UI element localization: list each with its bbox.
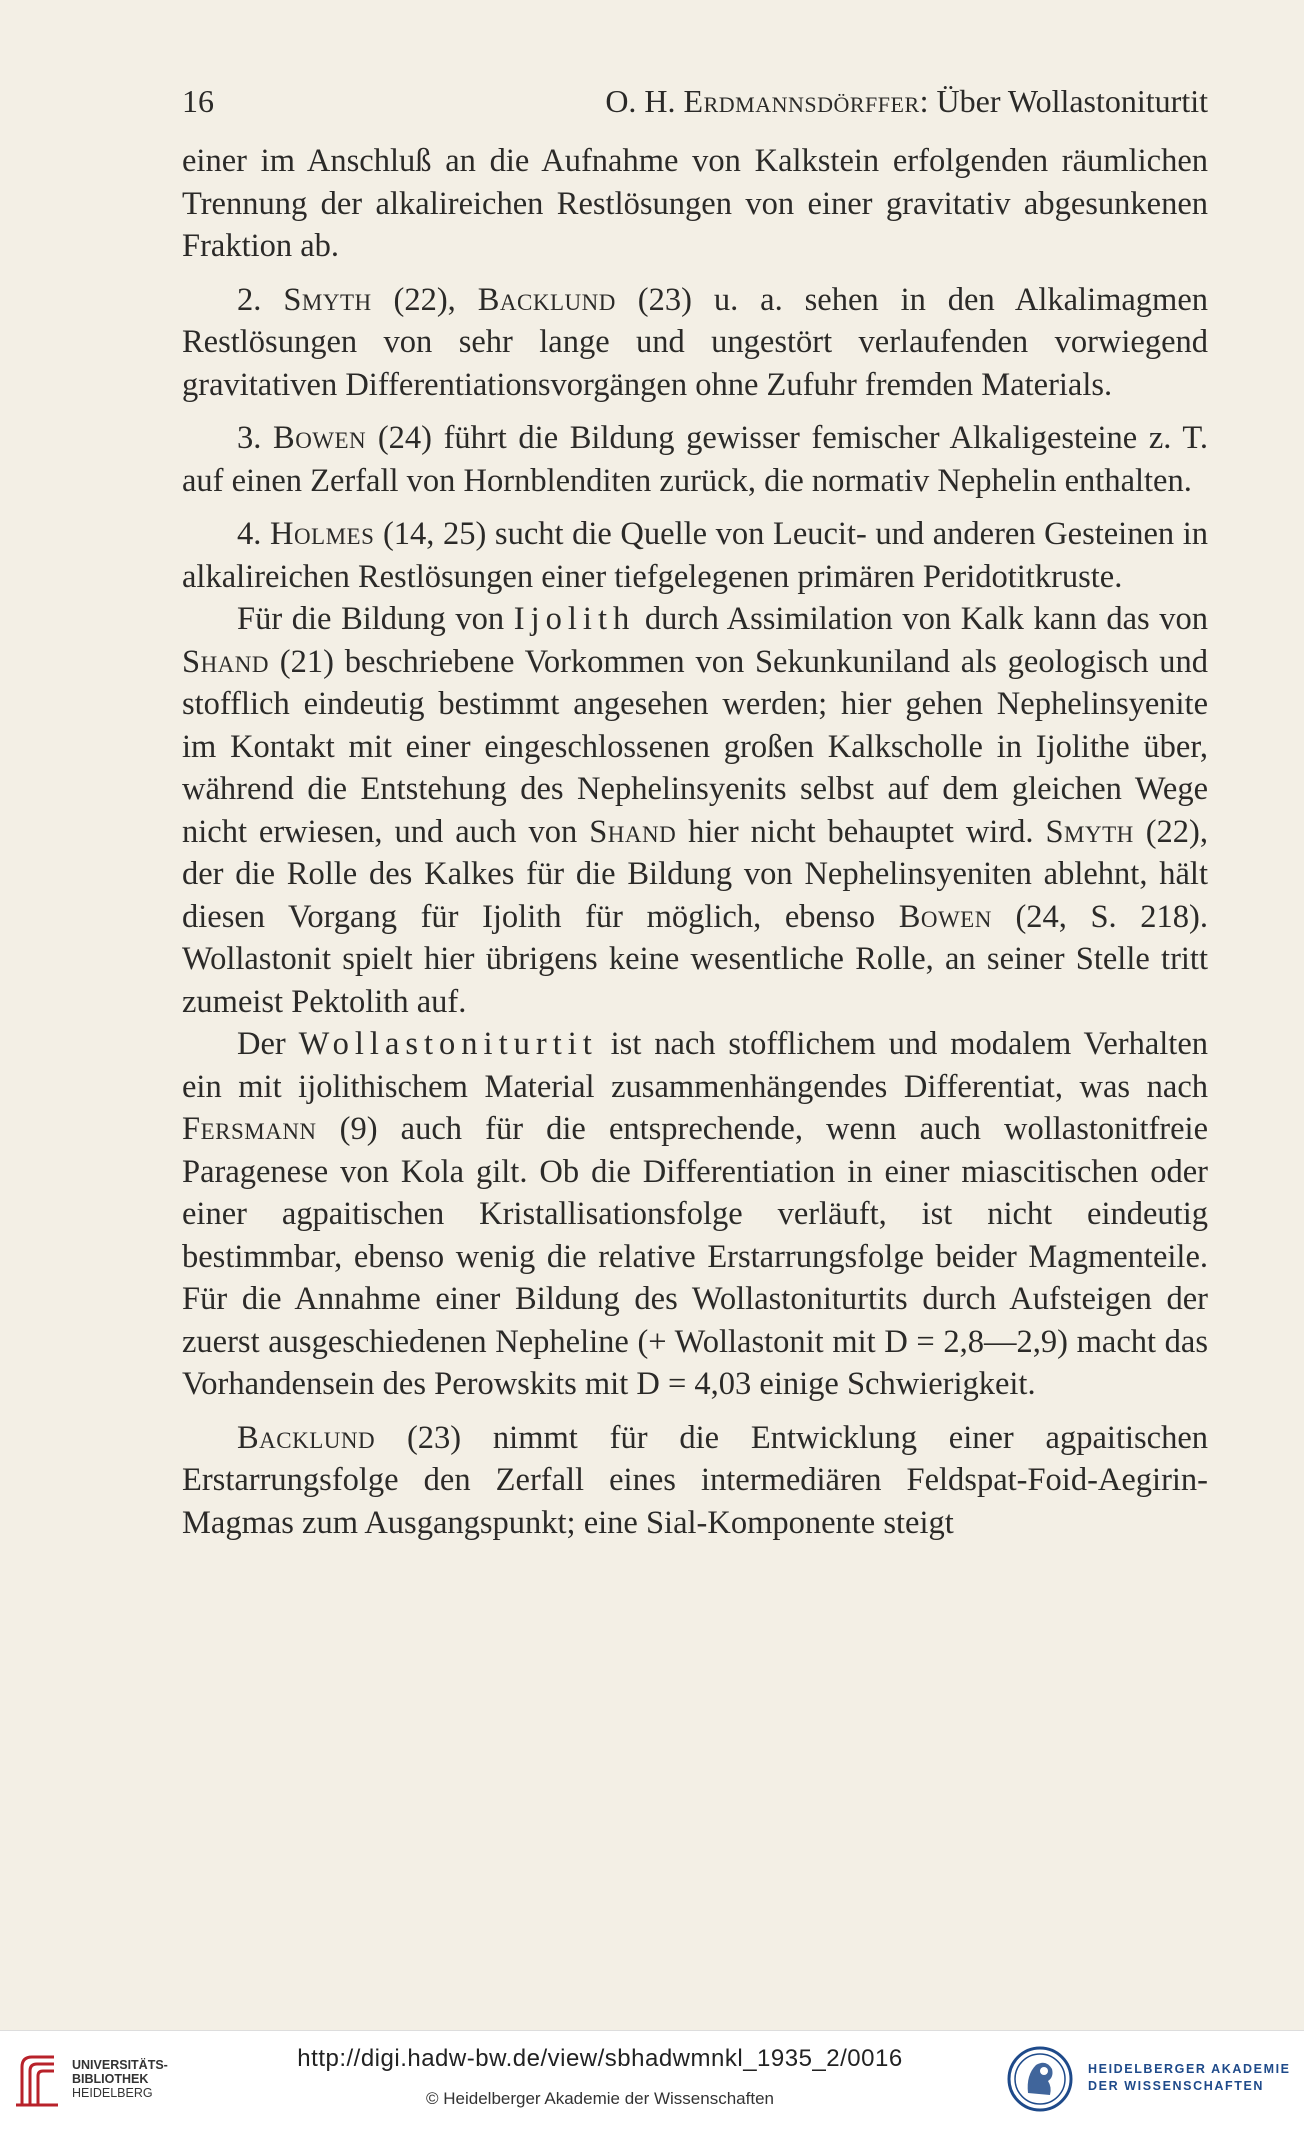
paragraph-text: Für die Bildung von bbox=[237, 601, 514, 637]
library-name-line: HEIDELBERG bbox=[72, 2086, 153, 2100]
paragraph-text: (9) auch für die entsprechende, wenn auch wollastonitfreie Paragenese von Kola gilt. Ob die Differentiation in einer miascitischen oder einer agpaitischen Kristallisationsfolge verläuft, ist nicht eindeutig bestimmbar, ebenso wenig die relative Erstarrungsfolge beider Magmenteile. Für die Annahme einer Bildung des Wollastoniturtits durch Aufsteigen der zuerst ausgeschiedenen Nepheline (+ Wollastonit mit D = 2,8—2,9) macht das Vorhandensein des Perowskits mit D = 4,03 einige Schwierigkeit. bbox=[182, 1111, 1208, 1402]
author-name: Shand bbox=[589, 813, 677, 850]
running-header bbox=[182, 78, 1208, 124]
paragraph-text: hier nicht behauptet wird. bbox=[676, 813, 1046, 850]
author-name: Backlund bbox=[237, 1419, 376, 1456]
library-name bbox=[72, 2058, 168, 2100]
paragraph-text: Der bbox=[237, 1026, 299, 1062]
library-name-line: BIBLIOTHEK bbox=[72, 2072, 149, 2086]
author-initials: O. H. bbox=[605, 83, 676, 119]
paragraph-text: (22), bbox=[371, 281, 478, 318]
author-name: Smyth bbox=[283, 281, 372, 318]
item-number: 4. bbox=[237, 516, 270, 552]
paragraph-4 bbox=[182, 513, 1208, 598]
body-text bbox=[182, 140, 1208, 1544]
paragraph-text: durch Assimilation von Kalk kann das von bbox=[635, 601, 1208, 637]
academy-name-line: DER WISSENSCHAFTEN bbox=[1088, 2079, 1265, 2093]
paragraph-text: (14, 25) sucht die Quelle von Leucit- und anderen Gesteinen in alkalireichen Restlösungen einer tiefgelegenen primären Peridotitkruste. bbox=[182, 516, 1208, 595]
paragraph-2 bbox=[182, 279, 1208, 407]
paragraph-text: (22), der die Rolle des Kalkes für die Bildung von Nephelinsyeniten ablehnt, hält diesen Vorgang für Ijolith für möglich, ebenso bbox=[182, 813, 1208, 935]
paragraph-5 bbox=[182, 598, 1208, 1023]
item-number: 2. bbox=[237, 281, 284, 318]
source-url-link[interactable]: http://digi.hadw-bw.de/view/sbhadwmnkl_1935_2/0016 bbox=[297, 2045, 903, 2072]
header-title: Über Wollastoniturtit bbox=[936, 83, 1208, 119]
author-surname: Erdmannsdörffer bbox=[683, 83, 920, 119]
copyright-notice: © Heidelberger Akademie der Wissenschaften bbox=[426, 2089, 774, 2108]
paragraph-3 bbox=[182, 417, 1208, 502]
author-name: Smyth bbox=[1045, 813, 1134, 850]
author-name: Bowen bbox=[898, 898, 992, 935]
academy-seal-icon bbox=[1006, 2045, 1074, 2113]
spaced-term: Ijolith bbox=[513, 601, 636, 637]
paragraph-text: (23) u. a. sehen in den Alkalimagmen Restlösungen von sehr lange und ungestört verlaufenden vorwiegend gravitativen Differentiationsvorgängen ohne Zufuhr fremden Materials. bbox=[182, 281, 1209, 403]
paragraph-text: einer im Anschluß an die Aufnahme von Kalkstein erfolgenden räumlichen Trennung der alkalireichen Restlösungen von einer gravitativ abgesunkenen Fraktion ab. bbox=[182, 143, 1208, 264]
page-number: 16 bbox=[182, 83, 214, 119]
author-name: Holmes bbox=[269, 516, 375, 552]
digitization-footer bbox=[0, 2030, 1304, 2129]
item-number: 3. bbox=[237, 420, 274, 456]
author-name: Fersmann bbox=[182, 1111, 317, 1147]
spaced-term: Wollastoniturtit bbox=[298, 1026, 598, 1062]
paragraph-6 bbox=[182, 1023, 1208, 1406]
paragraph-1 bbox=[182, 140, 1208, 268]
paragraph-7 bbox=[182, 1417, 1208, 1545]
library-logo-icon bbox=[14, 2051, 60, 2109]
library-name-line: UNIVERSITÄTS- bbox=[72, 2058, 168, 2072]
paragraph-text: (23) nimmt für die Entwicklung einer agpaitischen Erstarrungsfolge den Zerfall eines intermediären Feldspat-Foid-Aegirin-Magmas zum Ausgangspunkt; eine Sial-Komponente steigt bbox=[182, 1419, 1208, 1541]
paragraph-text: (21) beschriebene Vorkommen von Sekunkuniland als geologisch und stofflich eindeutig bestimmt angesehen werden; hier gehen Nephelinsyenite im Kontakt mit einer eingeschlossenen großen Kalkscholle in Ijolithe über, während die Entstehung des Nephelinsyenits selbst auf dem gleichen Wege nicht erwiesen, und auch von bbox=[182, 643, 1208, 850]
paragraph-text: ist nach stofflichem und modalem Verhalten ein mit ijolithischem Material zusammenhängendes Differentiat, was nach bbox=[182, 1026, 1209, 1105]
paragraph-text: (24, S. 218). Wollastonit spielt hier übrigens keine wesentliche Rolle, an seiner Stelle tritt zumeist Pektolith auf. bbox=[182, 898, 1208, 1020]
author-name: Bowen bbox=[273, 420, 367, 456]
author-name: Shand bbox=[182, 643, 270, 680]
academy-name-line: HEIDELBERGER AKADEMIE bbox=[1088, 2062, 1291, 2076]
academy-name bbox=[1088, 2061, 1291, 2095]
running-title bbox=[605, 78, 1208, 124]
author-name: Backlund bbox=[477, 281, 616, 318]
title-separator: : bbox=[919, 83, 937, 119]
paragraph-text: (24) führt die Bildung gewisser femischer Alkaligesteine z. T. auf einen Zerfall von Hornblenditen zurück, die normativ Nephelin enthalten. bbox=[182, 420, 1208, 499]
